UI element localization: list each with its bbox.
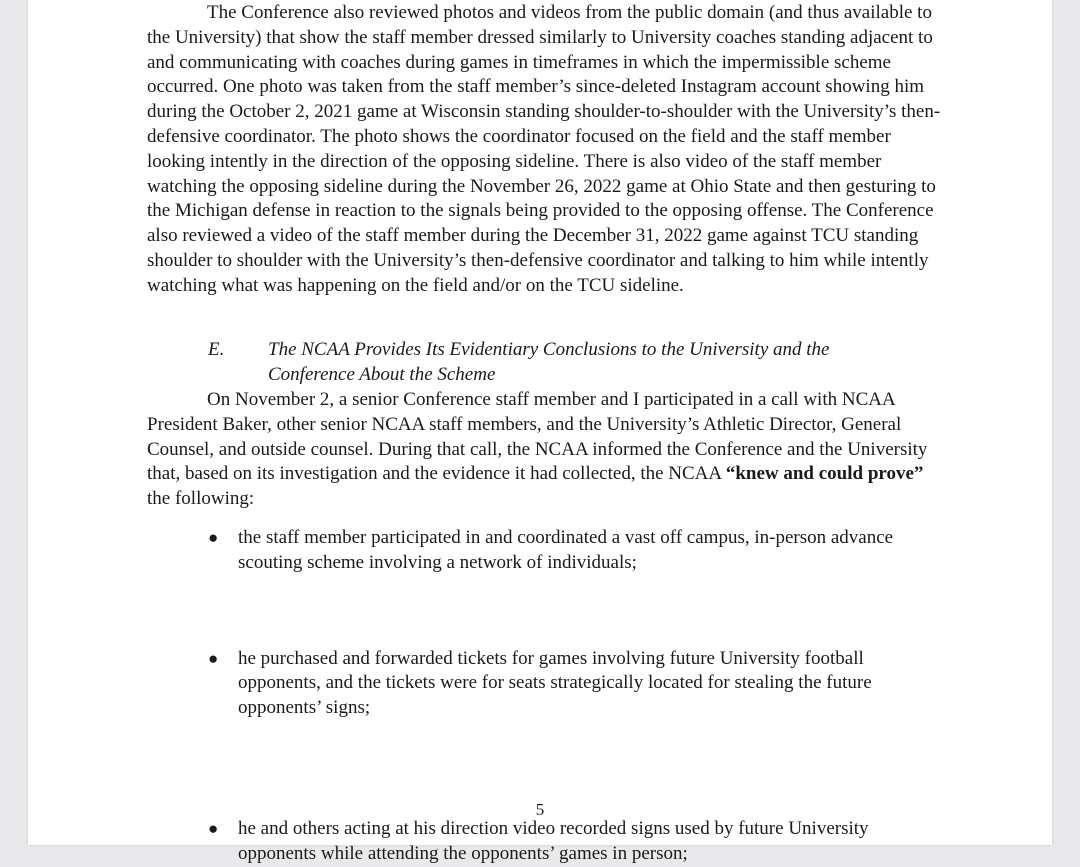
body-paragraph-call [147,388,947,512]
body-paragraph: The Conference also reviewed photos and videos from the public domain (and thus available to the University) that show the staff member dressed similarly to University coaches standing adjacent to and communicating with coaches during games in timeframes in which the impermissible scheme occurred. One photo was taken from the staff member’s since-deleted Instagram account showing him during the October 2, 2021 game at Wisconsin standing shoulder-to-shoulder with the University’s then-defensive coordinator. The photo shows the coordinator focused on the field and the staff member looking intently in the direction of the opposing sideline. There is also video of the staff member watching the opposing sideline during the November 26, 2022 game at Ohio State and then gesturing to the Michigan defense in reaction to the signals being provided to the opposing offense. The Conference also reviewed a video of the staff member during the December 31, 2022 game against TCU standing shoulder to shoulder with the University’s then-defensive coordinator and talking to him while intently watching what was happening on the field and/or on the TCU sideline. [147,2,941,296]
bullet-icon: ● [208,818,219,838]
bullet-icon: ● [208,648,219,668]
list-item-text: the staff member participated in and coordinated a vast off campus, in-person advance scouting scheme involving a network of individuals; [238,527,894,573]
findings-list [208,526,908,864]
section-title: The NCAA Provides Its Evidentiary Conclusions to the University and the Conference About the Scheme [268,339,830,385]
section-letter: E. [208,339,225,360]
paragraph-text: On November 2, a senior Conference staff member and I participated in a call with NCAA President Baker, other senior NCAA staff members, and the University’s Athletic Director, General Counsel, and outside counsel. During that call, the NCAA informed the Conference and the University that, based on its investigation and the evidence it had collected, the NCAA [147,389,928,485]
list-item [208,817,908,867]
page-number: 5 [535,800,545,819]
paragraph-text-end: the following: [147,488,255,510]
list-item-text: he and others acting at his direction video recorded signs used by future University opponents while attending the opponents’ games in person; [238,817,869,864]
list-item [208,526,908,576]
list-item [208,647,908,721]
bullet-icon: ● [208,528,219,547]
document-page [28,0,1052,864]
bold-quote: “knew and could prove” [725,463,924,485]
list-item-text: he purchased and forwarded tickets for games involving future University football opponents, and the tickets were for seats strategically located for stealing the future opponents’ signs; [238,647,872,719]
